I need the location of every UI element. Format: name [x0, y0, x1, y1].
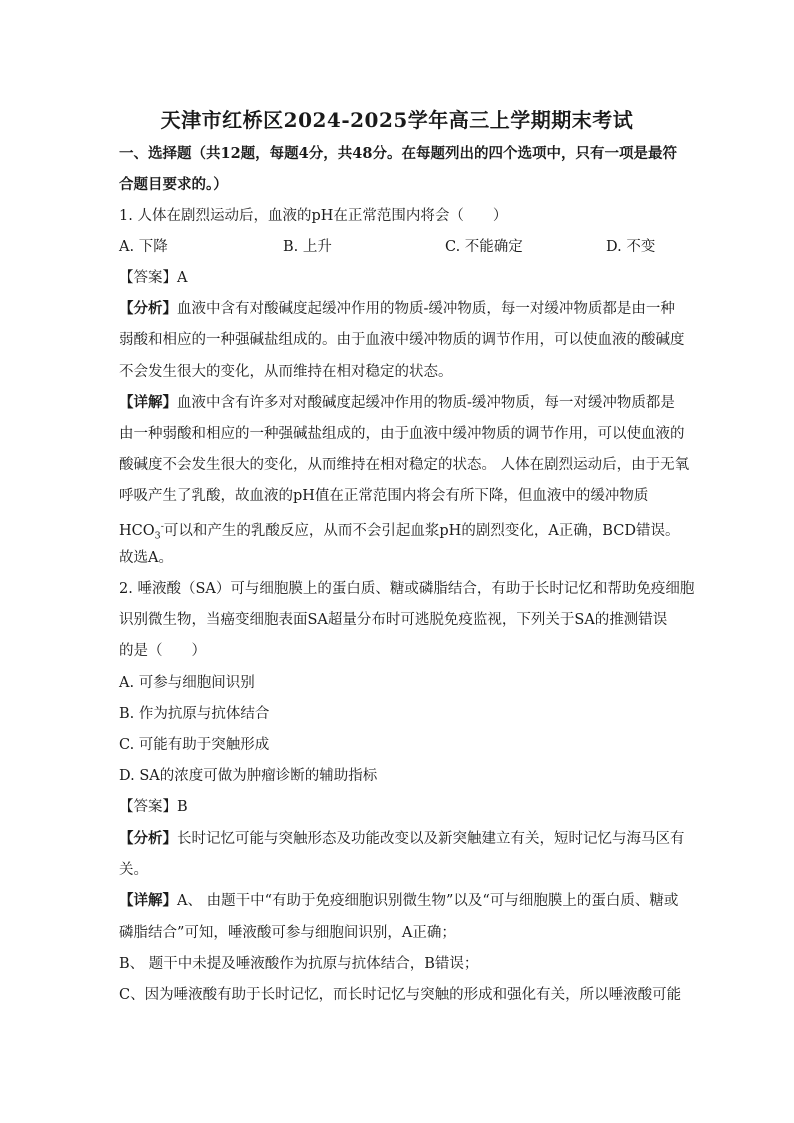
q2-analysis-label: 【分析】	[119, 830, 177, 847]
q1-option-a: A. 下降	[119, 239, 168, 255]
q1-detail-line-4: 呼吸产生了乳酸，故血液的pH值在正常范围内将会有所下降，但血液中的缓冲物质	[119, 488, 649, 504]
section-instruction-line-1: 一、选择题（共12题，每题4分，共48分。在每题列出的四个选项中，只有一项是最符	[119, 145, 677, 162]
q2-analysis-line-2: 关。	[119, 862, 148, 878]
q1-option-d: D. 不变	[606, 239, 656, 255]
q1-detail-line-5: $HCO_3^-$可以和产生的乳酸反应，从而不会引起血浆pH的剧烈变化，A正确，BCD错误。	[119, 521, 680, 542]
q2-stem-line-2: 识别微生物，当癌变细胞表面SA超量分布时可逃脱免疫监视，下列关于SA的推测错误	[119, 612, 668, 628]
q1-analysis-label: 【分析】	[119, 300, 177, 317]
q2-detail-line-3: B、 题干中未提及唾液酸作为抗原与抗体结合，B错误；	[119, 956, 479, 972]
q1-detail-line-3: 酸碱度不会发生很大的变化，从而维持在相对稳定的状态。 人体在剧烈运动后，由于无氧	[119, 457, 690, 473]
q1-detail-line-2: 由一种弱酸和相应的一种强碱盐组成的，由于血液中缓冲物质的调节作用，可以使血液的	[119, 426, 685, 442]
q1-option-b: B. 上升	[283, 239, 332, 255]
q1-choose: 故选A。	[119, 550, 173, 566]
section-instruction-line-2: 合题目要求的。）	[119, 176, 228, 193]
q1-detail-label: 【详解】	[119, 394, 177, 411]
q2-stem-line-1: 2. 唾液酸（SA）可与细胞膜上的蛋白质、糖或磷脂结合，有助于长时记忆和帮助免疫细胞	[119, 581, 695, 597]
q2-detail-label: 【详解】	[119, 892, 177, 909]
q2-analysis-line-1: 【分析】长时记忆可能与突触形态及功能改变以及新突触建立有关，短时记忆与海马区有	[119, 830, 685, 847]
q2-option-d: D. SA的浓度可做为肿瘤诊断的辅助指标	[119, 768, 378, 784]
q2-detail-line-4: C、因为唾液酸有助于长时记忆，而长时记忆与突触的形成和强化有关，所以唾液酸可能	[119, 987, 682, 1003]
q2-option-a: A. 可参与细胞间识别	[119, 675, 255, 691]
q1-answer: 【答案】A	[119, 270, 188, 286]
q2-option-b: B. 作为抗原与抗体结合	[119, 706, 270, 722]
q1-stem: 1. 人体在剧烈运动后，血液的pH在正常范围内将会（ ）	[119, 208, 508, 224]
q1-analysis-line-3: 不会发生很大的变化，从而维持在相对稳定的状态。	[119, 364, 453, 380]
q1-option-c: C. 不能确定	[445, 239, 523, 255]
q2-stem-line-3: 的是（ ）	[119, 643, 206, 659]
page-title: 天津市红桥区2024-2025学年高三上学期期末考试	[160, 108, 634, 132]
q2-detail-line-1: 【详解】A、 由题干中“有助于免疫细胞识别微生物”以及“可与细胞膜上的蛋白质、糖或	[119, 892, 679, 909]
q1-analysis-line-2: 弱酸和相应的一种强碱盐组成的。由于血液中缓冲物质的调节作用，可以使血液的酸碱度	[119, 332, 685, 348]
q2-option-c: C. 可能有助于突触形成	[119, 737, 270, 753]
q1-analysis-line-1: 【分析】血液中含有对酸碱度起缓冲作用的物质-缓冲物质，每一对缓冲物质都是由一种	[119, 300, 675, 317]
q2-answer: 【答案】B	[119, 799, 188, 815]
q1-detail-line-1: 【详解】血液中含有许多对对酸碱度起缓冲作用的物质-缓冲物质，每一对缓冲物质都是	[119, 394, 675, 411]
q2-detail-line-2: 磷脂结合”可知，唾液酸可参与细胞间识别，A正确；	[119, 925, 456, 941]
